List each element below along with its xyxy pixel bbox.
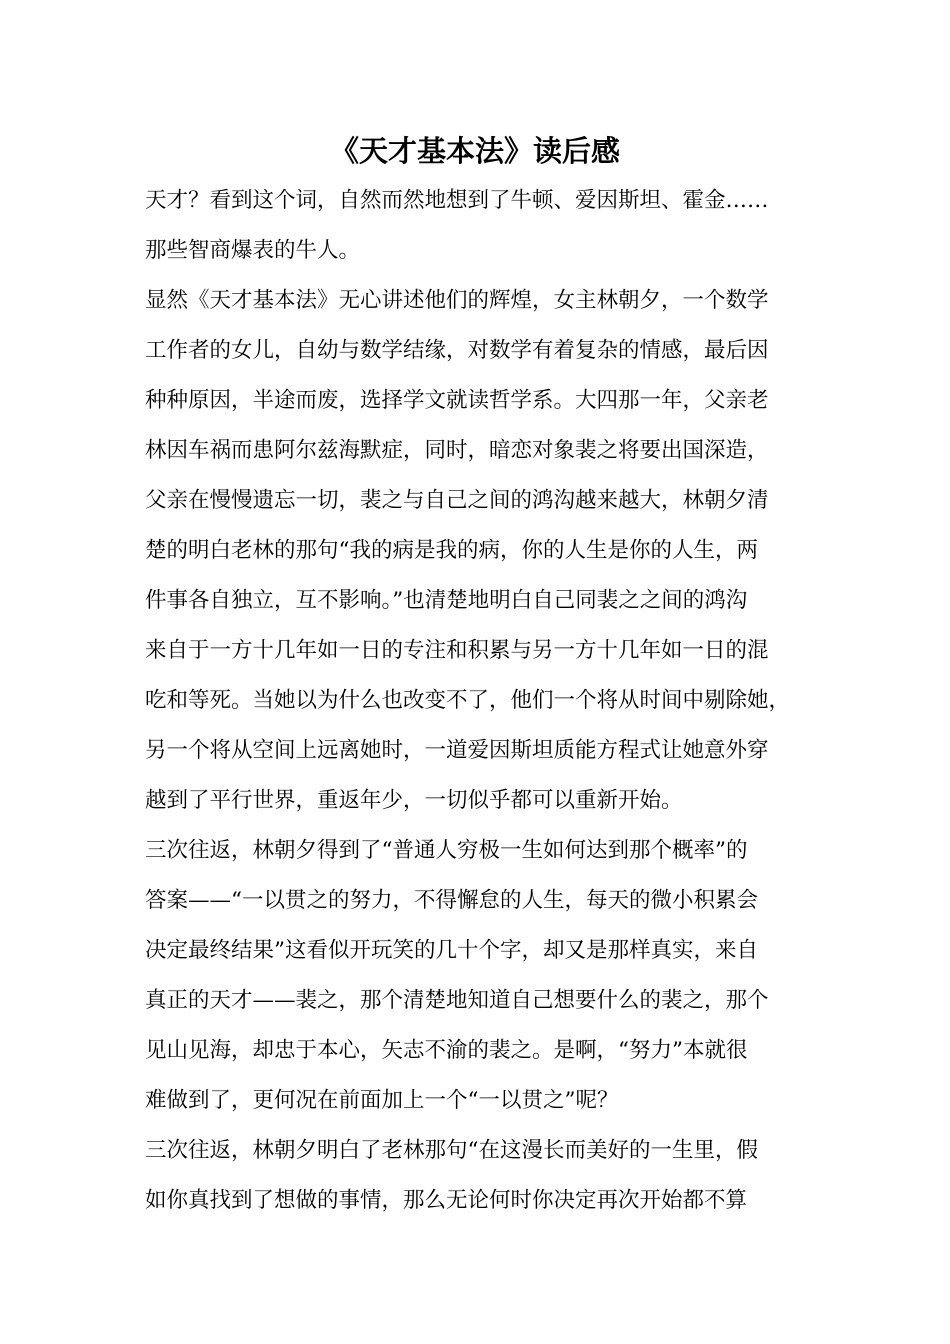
document-body [145,176,835,1226]
text-line: 天才？看到这个词，自然而然地想到了牛顿、爱因斯坦、霍金…… [145,188,769,213]
text-line: 越到了平行世界，重返年少，一切似乎都可以重新开始。 [145,788,683,813]
text-line: 父亲在慢慢遗忘一切，裴之与自己之间的鸿沟越来越大，林朝夕清 [145,488,769,513]
text-line: 种种原因，半途而废，选择学文就读哲学系。大四那一年，父亲老 [145,388,769,413]
document-title: 《天才基本法》读后感 [329,134,620,168]
text-line: 件事各自独立，互不影响。”也清楚地明白自己同裴之之间的鸿沟 [145,588,748,613]
text-line: 那些智商爆表的牛人。 [145,238,361,263]
text-line: 吃和等死。当她以为什么也改变不了，他们一个将从时间中剔除她， [145,688,791,713]
text-line: 另一个将从空间上远离她时，一道爱因斯坦质能方程式让她意外穿 [145,738,769,763]
text-line: 三次往返，林朝夕明白了老林那句“在这漫长而美好的一生里，假 [145,1138,758,1163]
text-line: 见山见海，却忠于本心，矢志不渝的裴之。是啊，“努力”本就很 [145,1038,748,1063]
text-line: 来自于一方十几年如一日的专注和积累与另一方十几年如一日的混 [145,638,769,663]
text-line: 林因车祸而患阿尔兹海默症，同时，暗恋对象裴之将要出国深造， [145,438,769,463]
text-line: 显然《天才基本法》无心讲述他们的辉煌，女主林朝夕，一个数学 [145,288,769,313]
text-line: 答案——“一以贯之的努力，不得懈怠的人生，每天的微小积累会 [145,888,758,913]
text-line: 工作者的女儿，自幼与数学结缘，对数学有着复杂的情感，最后因 [145,338,769,363]
text-line: 真正的天才——裴之，那个清楚地知道自己想要什么的裴之，那个 [145,988,769,1013]
text-line: 三次往返，林朝夕得到了“普通人穷极一生如何达到那个概率”的 [145,838,748,863]
text-line: 如你真找到了想做的事情，那么无论何时你决定再次开始都不算 [145,1188,748,1213]
text-line: 决定最终结果”这看似开玩笑的几十个字，却又是那样真实，来自 [145,938,758,963]
text-line: 难做到了，更何况在前面加上一个“一以贯之”呢？ [145,1088,619,1113]
text-line: 楚的明白老林的那句“我的病是我的病，你的人生是你的人生，两 [145,538,758,563]
